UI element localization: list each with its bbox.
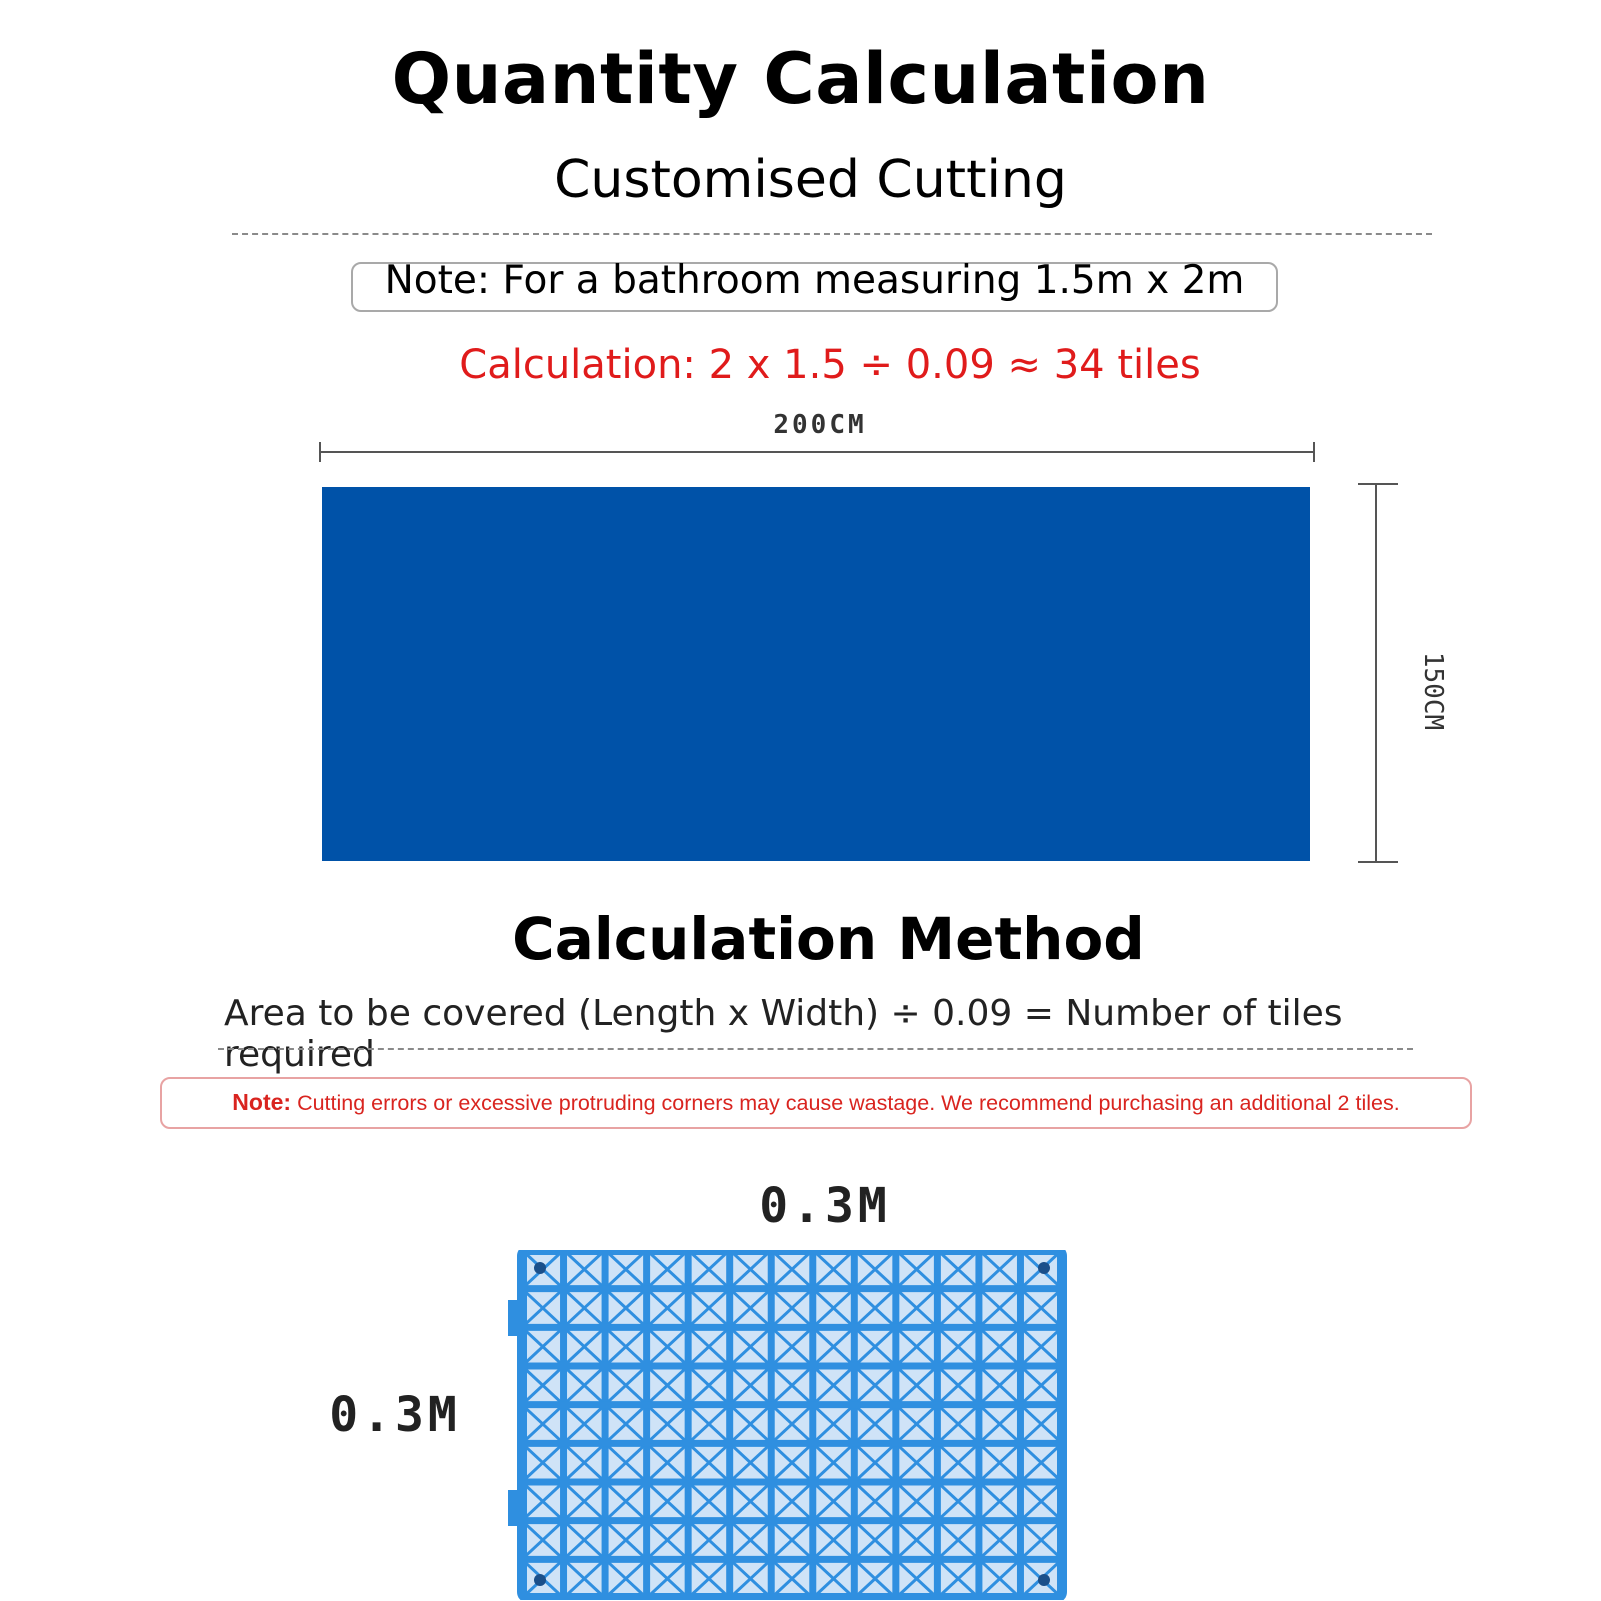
page-title: Quantity Calculation <box>391 38 1210 120</box>
height-dimension-line <box>1356 482 1406 866</box>
tile-height-label: 0.3M <box>329 1387 461 1443</box>
method-title: Calculation Method <box>512 905 1145 973</box>
note-text: Note: For a bathroom measuring 1.5m x 2m <box>384 258 1245 303</box>
warning-body: Cutting errors or excessive protruding corners may cause wastage. We recommend purchasing an additional 2 tiles. <box>297 1091 1400 1115</box>
page-subtitle: Customised Cutting <box>554 150 1067 210</box>
height-label: 150CM <box>1418 651 1448 731</box>
calculation-text: Calculation: 2 x 1.5 ÷ 0.09 ≈ 34 tiles <box>459 342 1201 388</box>
divider-bottom <box>218 1048 1413 1050</box>
tile-width-label: 0.3M <box>759 1178 891 1234</box>
warning-label: Note: <box>232 1089 292 1115</box>
width-dimension-line <box>318 438 1318 468</box>
tile-image <box>508 1250 1070 1600</box>
warning-text <box>160 1089 1472 1116</box>
method-formula: Area to be covered (Length x Width) ÷ 0.09 = Number of tiles required <box>224 993 1343 1075</box>
bathroom-floor-area <box>322 487 1310 861</box>
width-label: 200CM <box>773 410 867 440</box>
divider-top <box>232 233 1432 235</box>
